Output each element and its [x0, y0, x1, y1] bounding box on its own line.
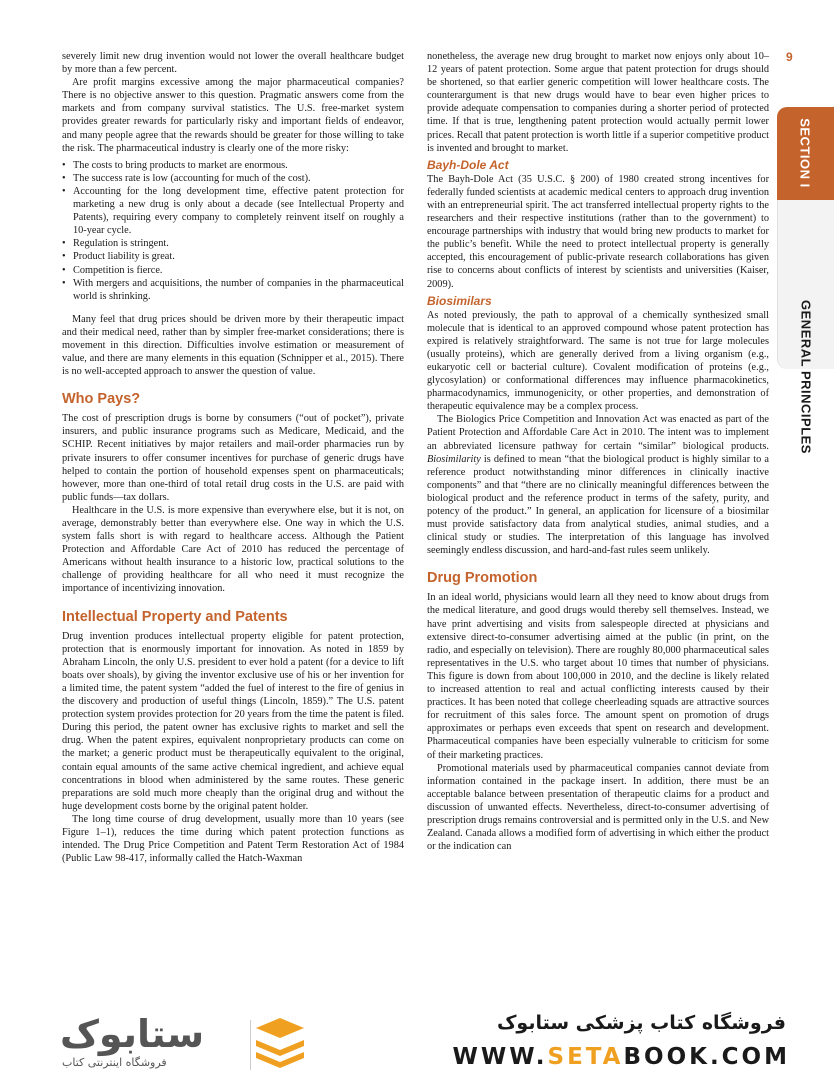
list-item: • The success rate is low (accounting for much of the cost).: [62, 172, 311, 184]
logo-subtitle: فروشگاه اینترنتی کتاب: [62, 1056, 167, 1069]
ip-heading: Intellectual Property and Patents: [62, 608, 288, 625]
biosimilars-heading: Biosimilars: [427, 293, 492, 308]
who-pays-paragraph-1: The cost of prescription drugs is borne by consumers (“out of pocket”), private insurers, and public insurance programs such as Medicare, Medicaid, and the SCHIP. Recent initiatives by major retailers and mail-order pharmacies run by private insurers to offer consumer incentives for purchase of generic drugs have helped to contain the portion of household expenses spent on pharmaceuticals; however, more than one-third of total retail drug costs in the U.S. are paid with public funds—tax dollars.: [62, 413, 404, 503]
right-column: [427, 50, 769, 853]
section-title: GENERAL PRINCIPLES: [798, 300, 814, 454]
value-paragraph: Many feel that drug prices should be driven more by their therapeutic impact and their medical need, rather than by simpler free-market considerations; there is movement in this direction. Difficulties involve estimation or measurement of value, and there are many elements in this equation (Schnipper et al., 2015). There is no well-accepted approach to answer the question of value.: [62, 313, 404, 378]
section-tab-label-box: [777, 107, 834, 200]
footer-divider: [250, 1020, 251, 1070]
ip-paragraph-2: The long time course of drug development, usually more than 10 years (see Figure 1–1), reduces the time during which patent protection functions as intended. The Drug Price Competition and Patent Term Restoration Act of 1984 (Public Law 98-417, informally called the Hatch-Waxman: [62, 813, 404, 865]
page-fade: [0, 955, 834, 995]
section-title-box: [777, 200, 834, 454]
biosimilars-paragraph-1: As noted previously, the path to approval of a chemically synthesized small molecule that is identical to an approved compound whose patent protection has expired is relatively straightforward. The same is not true for large molecules (usually proteins), which are generally derived from a living organism (e.g., eukaryotic cell or bacterial culture). Covalent modification of proteins (e.g., glycosylation) or conformational differences may influence pharmacokinetics, pharmacodynamics, immunogenicity, or other properties, and demonstration of therapeutic equivalence may be a complex process.: [427, 309, 769, 413]
list-item: • With mergers and acquisitions, the number of companies in the pharmaceutical world is shrinking.: [62, 277, 404, 302]
drug-promotion-paragraph-2: Promotional materials used by pharmaceutical companies cannot deviate from information contained in the package insert. In addition, there must be an acceptable balance between presentation of therapeutic claims for a product and discussion of unwanted effects. Nevertheless, direct-to-consumer advertising of prescription drugs remains controversial and is permitted only in the U.S. and New Zealand. Canada allows a modified form of advertising in which either the product or the indication can: [427, 762, 770, 853]
store-logo[interactable]: [60, 1012, 240, 1072]
store-name: فروشگاه کتاب پزشکی ستابوک: [496, 1012, 786, 1034]
who-pays-paragraph-2: Healthcare in the U.S. is more expensive than everywhere else, but it is not, on average, demonstrably better than everywhere else. One way in which the U.S. system falls short is with regard to healthcare access. Although the Patient Protection and Affordable Care Act of 2010 has reduced the percentage of Americans without health insurance to a historic low, practical solutions to the challenge of providing healthcare for all who need it must recognize the importance of incentivizing innovation.: [62, 504, 404, 595]
list-item: • Accounting for the long development time, effective patent protection for marketing a new drug is only about a decade (see Intellectual Property and Patents), requiring every company to completely reinvent itself on roughly a 10-year cycle.: [62, 185, 404, 237]
list-item: • The costs to bring products to market are enormous.: [62, 159, 288, 171]
continuation-paragraph: nonetheless, the average new drug brought to market now enjoys only about 10–12 years of patent protection. Some argue that patent protection for drugs should be shortened, so that earlier generic competition will lower healthcare costs. The counterargument is that new drugs would have to bear even higher prices to provide adequate compensation to companies during a shorter period of protected time. If that is true, lengthening patent protection would actually permit lower prices. Recall that patent protection is worth little if a superior competitive product is invented and brought to market.: [427, 51, 769, 154]
biosimilarity-term: Biosimilarity: [427, 453, 481, 465]
bayh-dole-heading: Bayh-Dole Act: [427, 157, 509, 172]
intro-paragraph-1: severely limit new drug invention would not lower the overall healthcare budget by more than a few percent.: [62, 51, 404, 76]
page-number: 9: [786, 50, 793, 64]
logo-wordmark: ستابوک: [60, 1012, 205, 1056]
biosimilars-paragraph-2: The Biologics Price Competition and Innovation Act was enacted as part of the Patient Protection and Affordable Care Act in 2010. The intent was to implement an abbreviated licensure pathway for certain “similar” biological products. Biosimilarity is defined to mean “that the biological product is highly similar to a reference product notwithstanding minor differences in clinically inactive components” and that “there are no clinically meaningful differences between the biological product and the reference product in terms of the safety, purity, and potency of the product.” In general, an application for licensure of a biosimilar must provide satisfactory data from analytical studies, animal studies, and a clinical study or studies. The interpretation of this language has involved seemingly endless discussion, and hard-and-fast rules seem unlikely.: [427, 414, 769, 557]
intro-paragraph-2: Are profit margins excessive among the major pharmaceutical companies? There is no objective answer to this question. Pragmatic answers come from the markets and from company survival statistics. The U.S. free-market system provides greater rewards for particularly risky and important fields of endeavor, and many people agree that the rewards should be greater for those willing to take the risk. The pharmaceutical industry is clearly one of the more risky:: [62, 77, 404, 154]
section-tab: [777, 107, 834, 454]
store-url[interactable]: WWW.SETABOOK.COM: [452, 1044, 790, 1070]
left-column: [62, 50, 404, 865]
risk-list: [62, 159, 404, 303]
drug-promotion-heading: Drug Promotion: [427, 570, 538, 587]
drug-promotion-paragraph-1: In an ideal world, physicians would learn all they need to know about drugs from the medical literature, and good drugs would thereby sell themselves. Instead, we have print advertising and visits from salespeople directed at physicians and extensive direct-to-consumer advertising aimed at the public (in print, on the radio, and especially on television). There are roughly 80,000 pharmaceutical sales representatives in the U.S. who target about 10 times that number of physicians. This figure is down from about 100,000 in 2010, and the decline is likely related to increased attention to real and actual conflicting interests caused by their practices. It has been noted that college cheerleading squads are attractive sources for recruitment of this sales force. The amount spent on promotion of drugs approximates or perhaps even exceeds that spent on research and development. Pharmaceutical companies have been especially vulnerable to criticism for some of their marketing practices.: [427, 592, 769, 761]
who-pays-heading: Who Pays?: [62, 391, 141, 408]
list-item: • Regulation is stringent.: [62, 238, 169, 250]
list-item: • Competition is fierce.: [62, 264, 163, 276]
book-stack-icon: [252, 1016, 308, 1068]
list-item: • Product liability is great.: [62, 251, 175, 263]
bayh-dole-paragraph: The Bayh-Dole Act (35 U.S.C. § 200) of 1980 created strong incentives for federally funded scientists at academic medical centers to approach drug invention with an entrepreneurial spirit. The act transferred intellectual property rights to the researchers and their respective institutions (rather than to the government) to encourage partnerships with industry that would bring new products to market for the public’s benefit. While the need to protect intellectual property is generally accepted, this encouragement of public-private research collaborations has given rise to concerns about conflicts of interest by scientists and universities (Kaiser, 2009).: [427, 173, 769, 290]
section-label: SECTION I: [797, 118, 813, 188]
ip-paragraph-1: Drug invention produces intellectual property eligible for patent protection, protection that is enormously important for innovation. As noted in 1859 by Abraham Lincoln, the only U.S. president to ever hold a patent (for a device to lift boats over shoals), by giving the inventor exclusive use of his or her invention for a limited time, the patent system “added the fuel of interest to the fire of genius in the discovery and production of useful things (Lincoln, 1859).” The U.S. patent protection system provides protection for 20 years from the time the patent is filed. During this period, the patent owner has exclusive rights to market and sell the drug. When the patent expires, equivalent nonproprietary products can come on the market; a generic product must be therapeutically equivalent to the original, contain equal amounts of the same active chemical ingredient, and achieve equal concentrations in blood when administered by the same routes. These generic preparations are sold much more cheaply than the original drug and without the huge development costs borne by the original patent holder.: [62, 630, 404, 812]
